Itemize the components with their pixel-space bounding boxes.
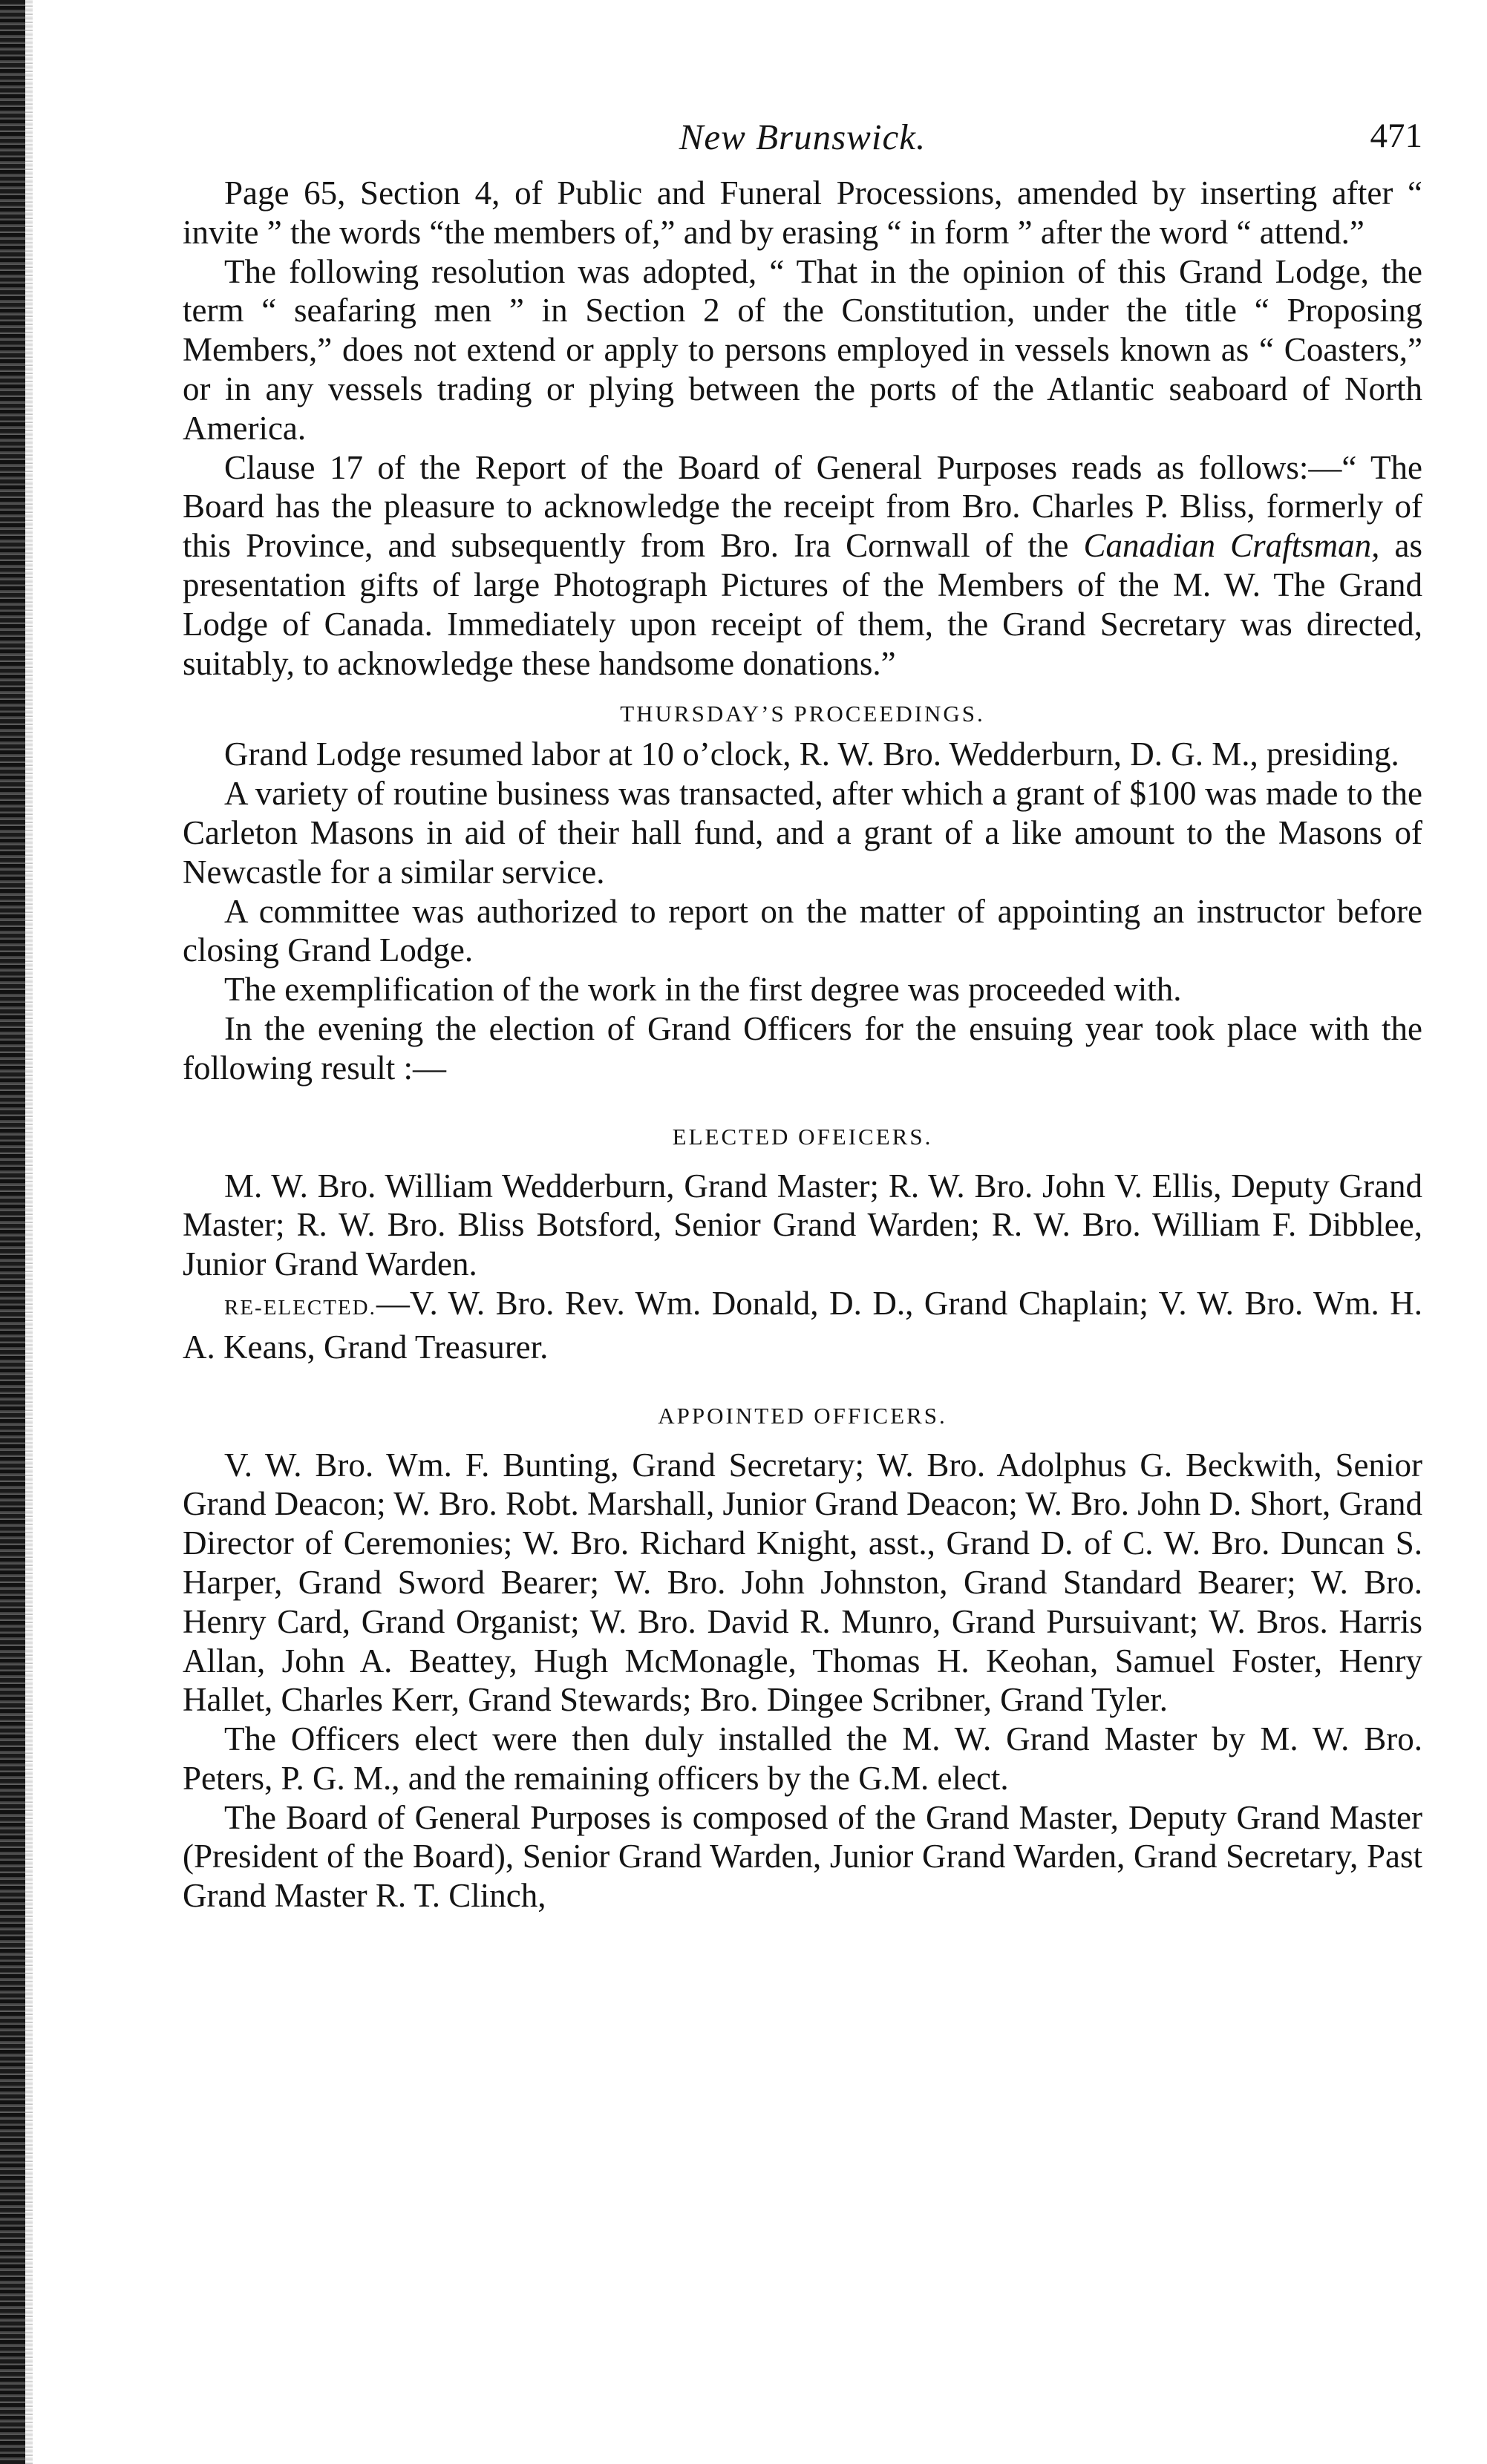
heading-elected-officers: ELECTED OFEICERS. xyxy=(672,1123,933,1150)
heading-thursday-proceedings: THURSDAY’S PROCEEDINGS. xyxy=(620,701,985,727)
paragraph-thursday-committee: A committee was authorized to report on the matter of appointing an instructor before closing Grand Lodge. xyxy=(183,892,1422,969)
paragraph-board-of-general-purposes: The Board of General Purposes is composed of the Grand Master, Deputy Grand Master (President of the Board), Senior Grand Warden, Junior Grand Warden, Grand Secretary, Past Grand Master R. T. Clinch, xyxy=(183,1798,1422,1915)
running-title: New Brunswick. xyxy=(679,117,926,157)
page-number: 471 xyxy=(1370,117,1422,155)
paragraph-elected-officers: M. W. Bro. William Wedderburn, Grand Master; R. W. Bro. John V. Ellis, Deputy Grand Master; R. W. Bro. Bliss Botsford, Senior Grand Warden; R. W. Bro. William F. Dibblee, Junior Grand Warden. xyxy=(183,1167,1422,1283)
paragraph-installation: The Officers elect were then duly installed the M. W. Grand Master by M. W. Bro. Peters, P. G. M., and the remaining officers by the G.M. elect. xyxy=(183,1720,1422,1797)
book-spine-edge xyxy=(25,0,33,2464)
book-spine-gutter xyxy=(0,0,25,2464)
paragraph-seafaring-resolution: The following resolution was adopted, “ That in the opinion of this Grand Lodge, the term “ seafaring men ” in Section 2 of the Constitution, under the title “ Proposing Members,” does not extend or apply to persons employed in vessels known as “ Coasters,” or in any vessels trading or plying between the ports of the Atlantic seaboard of North America. xyxy=(183,252,1422,447)
paragraph-thursday-grants: A variety of routine business was transacted, after which a grant of $100 was made to the Carleton Masons in aid of their hall fund, and a grant of a like amount to the Masons of Newcastle for a similar service. xyxy=(183,775,1422,891)
journal-title-italic: Canadian Craftsman, xyxy=(1083,527,1380,565)
paragraph-clause-17 xyxy=(183,448,1422,684)
running-head xyxy=(183,111,1422,160)
re-elected-label: RE-ELECTED. xyxy=(224,1295,376,1320)
clause-17-text-start: Clause 17 of the Report of the Board of General Purposes reads as follows:—“ The Board has the pleasure to acknowledge the receipt from Bro. Charles P. Bliss, formerly of this Province, and subsequently from Bro. Ira Cornwall of the xyxy=(183,448,1422,565)
paragraph-thursday-resumed: Grand Lodge resumed labor at 10 o’clock, R. W. Bro. Wedderburn, D. G. M., presiding. xyxy=(224,735,1399,773)
page-body xyxy=(183,174,1422,1916)
heading-appointed-officers: APPOINTED OFFICERS. xyxy=(658,1402,947,1429)
clause-17-text-end: as presentation gifts of large Photograph Pictures of the Members of the M. W. The Grand Lodge of Canada. Immediately upon receipt of them, the Grand Secretary was directed, suitably, to acknowledge these handsome donations.” xyxy=(183,527,1422,682)
paragraph-appointed-officers: V. W. Bro. Wm. F. Bunting, Grand Secretary; W. Bro. Adolphus G. Beckwith, Senior Grand Deacon; W. Bro. Robt. Marshall, Junior Grand Deacon; W. Bro. John D. Short, Grand Director of Ceremonies; W. Bro. Richard Knight, asst., Grand D. of C. W. Bro. Duncan S. Harper, Grand Sword Bearer; W. Bro. John Johnston, Grand Standard Bearer; W. Bro. Henry Card, Grand Organist; W. Bro. David R. Munro, Grand Pursuivant; W. Bros. Harris Allan, John A. Beattey, Hugh McMonagle, Thomas H. Keohan, Samuel Foster, Henry Hallet, Charles Kerr, Grand Stewards; Bro. Dingee Scribner, Grand Tyler. xyxy=(183,1446,1422,1719)
paragraph-thursday-exemplification: The exemplification of the work in the first degree was proceeded with. xyxy=(224,971,1182,1009)
paragraph-processions-amendment: Page 65, Section 4, of Public and Funeral Processions, amended by inserting after “ invite ” the words “the members of,” and by erasing “ in form ” after the word “ attend.” xyxy=(183,174,1422,251)
paragraph-re-elected xyxy=(183,1284,1422,1367)
paragraph-thursday-election: In the evening the election of Grand Officers for the ensuing year took place with the following result :— xyxy=(183,1009,1422,1087)
re-elected-text: —V. W. Bro. Rev. Wm. Donald, D. D., Grand Chaplain; V. W. Bro. Wm. H. A. Keans, Grand Treasurer. xyxy=(183,1284,1422,1366)
book-page xyxy=(183,111,1422,1916)
